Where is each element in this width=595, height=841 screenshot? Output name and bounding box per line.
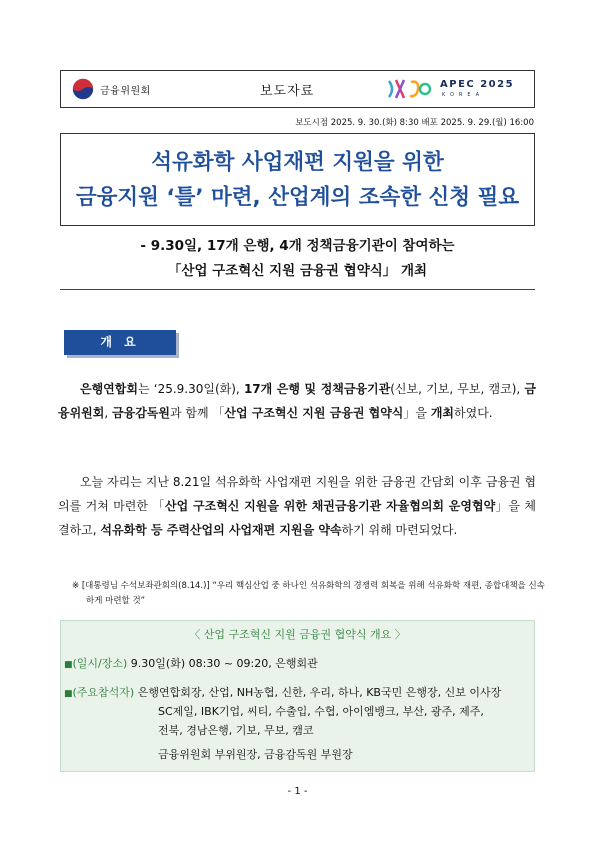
square-bullet-icon: ■: [64, 660, 73, 670]
headline-line-1: 석유화학 사업재편 지원을 위한: [151, 150, 444, 175]
text-bold: 산업 구조혁신 지원을 위한 채권금융기관 자율협의회 운영협약: [165, 499, 496, 513]
square-bullet-icon: ■: [64, 689, 73, 699]
apec-subtitle: KOREA: [442, 92, 484, 98]
info-label: (일시/장소): [72, 657, 128, 670]
text: 하기 위해 마련되었다.: [341, 523, 458, 537]
apec-title: APEC 2025: [440, 79, 515, 90]
text-bold: 은행연합회: [80, 382, 138, 396]
info-value: 은행연합회장, 산업, NH농협, 신한, 우리, 하나, KB국민 은행장, 신보 이사장: [134, 686, 502, 699]
text-bold: 개최: [430, 406, 455, 420]
headline-line-2: 금융지원 ‘틀’ 마련, 산업계의 조속한 신청 필요: [75, 185, 520, 210]
subheadline-line-1: - 9.30일, 17개 은행, 4개 정책금융기관이 참여하는: [140, 238, 455, 254]
paragraph-2: [58, 470, 536, 542]
divider: [60, 289, 535, 290]
info-continuation: SC제일, IBK기업, 씨티, 수출입, 수협, 아이엠뱅크, 부산, 광주, 제주,: [158, 705, 484, 718]
apec-logo-icon: [385, 77, 435, 101]
info-row-attendees: [64, 684, 501, 703]
info-row-schedule: [64, 655, 318, 674]
doc-type-label: 보도자료: [260, 84, 315, 99]
subheadline-line-2: 「산업 구조혁신 지원 금융권 협약식」 개최: [167, 263, 428, 279]
footnote: ※ [대통령님 수석보좌관회의(8.14.)] “우리 핵심산업 중 하나인 석유화학의 경쟁력 회복을 위해 석유화학 재편, 종합대책을 신속하게 마련할 것”: [72, 581, 545, 606]
text: (신보, 기보, 무보, 캠코),: [390, 382, 525, 396]
info-box-title: 〈 산업 구조혁신 지원 금융권 협약식 개요 〉: [189, 628, 406, 641]
text-bold: 금융위원회: [58, 382, 536, 420]
org-name: 금융위원회: [100, 86, 151, 97]
info-label: (주요참석자): [72, 686, 135, 699]
text-bold: 금융감독원: [112, 406, 170, 420]
info-value: 9.30일(화) 08:30 ~ 09:20, 은행회관: [127, 657, 318, 670]
page-number: - 1 -: [287, 786, 308, 797]
release-dates: 보도시점 2025. 9. 30.(화) 8:30 배포 2025. 9. 29.(월) 16:00: [295, 118, 534, 128]
section-badge-overview: 개 요: [64, 330, 176, 355]
text: 」을: [403, 406, 431, 420]
text-bold: 17개 은행 및 정책금융기관: [243, 382, 391, 396]
text: 하였다.: [454, 406, 493, 420]
text: 」을 체결하고,: [58, 499, 536, 537]
text: 오늘 자리는 지난 8.21일 석유화학 사업재편 지원을 위한 금융권 간담회 이후 금융권 협의를 거쳐 마련한 「: [58, 475, 536, 513]
text: ,: [104, 406, 113, 420]
text: 과 함께 「: [169, 406, 225, 420]
text: 는 ‘25.9.30일(화),: [137, 382, 244, 396]
info-continuation: 전북, 경남은행, 기보, 무보, 캠코: [158, 724, 314, 737]
fsc-logo-icon: [72, 78, 94, 100]
paragraph-1: [58, 377, 536, 425]
text-bold: 산업 구조혁신 지원 금융권 협약식: [224, 406, 404, 420]
text-bold: 석유화학 등 주력산업의 사업재편 지원을 약속: [100, 523, 342, 537]
info-continuation: 금융위원회 부위원장, 금융감독원 부원장: [158, 748, 353, 761]
